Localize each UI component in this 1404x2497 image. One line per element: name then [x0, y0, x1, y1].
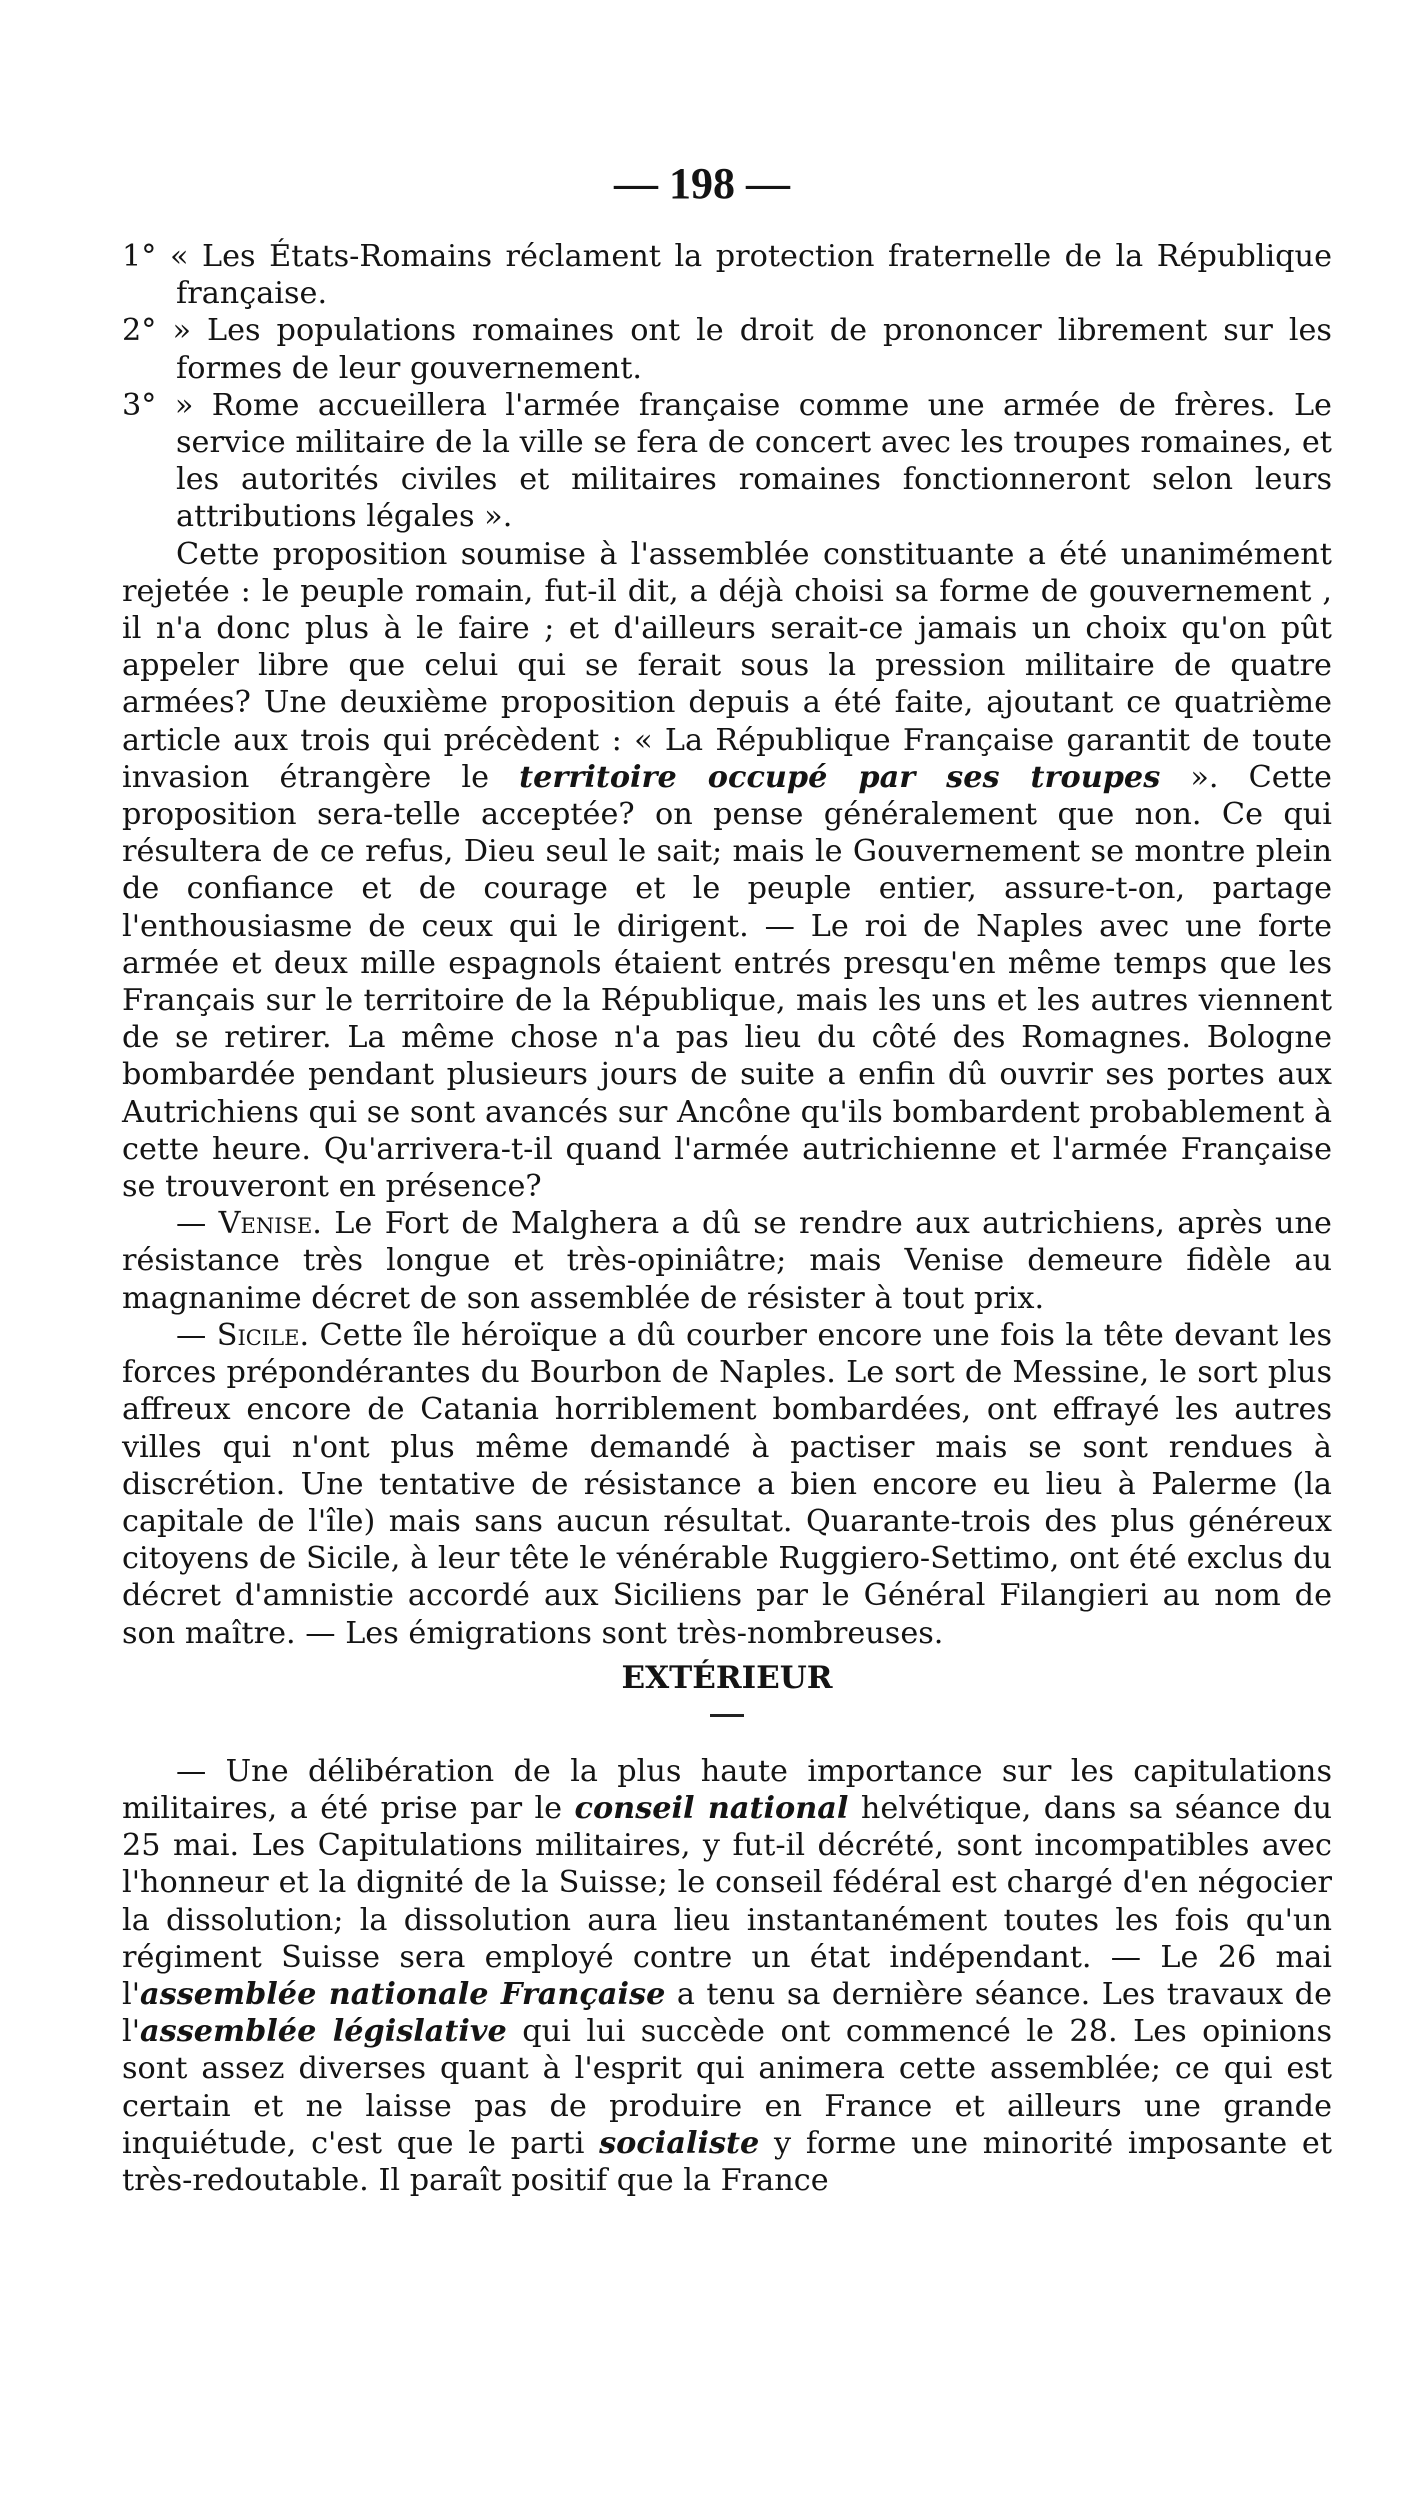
- text-run: Cette proposition soumise à l'assemblée constituante a été unanimément rejetée : le peuple romain, fut-il dit, a déjà choisi sa forme de gouvernement , il n'a donc plus à le faire ; et d'ailleurs serait-ce jamais un choix qu'on pût appeler libre que celui qui se ferait sous la pression militaire de quatre armées? Une deuxième proposition depuis a été faite, ajoutant ce quatrième article aux trois qui précèdent : « La République Française garantit de toute invasion étrangère le: [122, 536, 1332, 795]
- item-marker: 3°: [122, 387, 157, 423]
- paragraph-sicile: [122, 1317, 1332, 1652]
- page-number: — 198 —: [614, 159, 790, 208]
- body-text: [122, 238, 1332, 2199]
- numbered-item-1: [122, 238, 1332, 312]
- italic-run: territoire occupé par ses troupes: [519, 759, 1161, 795]
- heading-rule: [710, 1714, 744, 1717]
- section-heading: EXTÉRIEUR: [621, 1659, 833, 1696]
- numbered-item-2: [122, 312, 1332, 386]
- item-text: » Les populations romaines ont le droit de prononcer librement sur les formes de leur gouvernement.: [172, 313, 1332, 386]
- text-run: —: [176, 1206, 219, 1242]
- text-run: ». Cette proposition sera-telle acceptée? on pense généralement que non. Ce qui résultera de ce refus, Dieu seul le sait; mais le Gouvernement se montre plein de confiance et de courage et le peuple entier, assure-t-on, partage l'enthousiasme de ceux qui le dirigent. — Le roi de Naples avec une forte armée et deux mille espagnols étaient entrés presqu'en même temps que les Français sur le territoire de la République, mais les uns et les autres viennent de se retirer. La même chose n'a pas lieu du côté des Romagnes. Bologne bombardée pendant plusieurs jours de suite a enfin dû ouvrir ses portes aux Autrichiens qui se sont avancés sur Ancône qu'ils bombardent probablement à cette heure. Qu'arrivera-t-il quand l'armée autrichienne et l'armée Française se trouveront en présence?: [122, 759, 1333, 1205]
- text-run: —: [176, 1317, 217, 1353]
- item-marker: 2°: [122, 313, 157, 349]
- text-run: y forme une minorité imposante et très-redoutable. Il paraît positif que la France: [122, 2125, 1332, 2198]
- paragraph-exterieur: [122, 1753, 1332, 2199]
- text-run: qui lui succède ont commencé le 28. Les opinions sont assez diverses quant à l'esprit qui animera cette assemblée; ce qui est certain et ne laisse pas de produire en France et ailleurs une grande inquiétude, c'est que le parti: [122, 2014, 1332, 2161]
- item-text: « Les États-Romains réclament la protection fraternelle de la République française.: [169, 239, 1332, 312]
- item-text: » Rome accueillera l'armée française comme une armée de frères. Le service militaire de la ville se fera de concert avec les troupes romaines, et les autorités civiles et militaires romaines fonctionneront selon leurs attributions légales ».: [174, 387, 1332, 535]
- italic-run: conseil national: [574, 1790, 849, 1826]
- text-run: a tenu sa dernière séance. Les travaux de l': [122, 1976, 1332, 2050]
- text-run: — Une délibération de la plus haute importance sur les capitulations militaires, a été prise par le: [122, 1753, 1332, 1826]
- section-label-sicile: Sicile: [216, 1317, 300, 1353]
- italic-run: assemblée législative: [140, 2014, 507, 2050]
- italic-run: assemblée nationale Française: [140, 1976, 666, 2012]
- italic-run: socialiste: [599, 2125, 760, 2161]
- text-run: helvétique, dans sa séance du 25 mai. Les Capitulations militaires, y fut-il décrété, sont incompatibles avec l'honneur et la dignité de la Suisse; le conseil fédéral est chargé d'en négocier la dissolution; la dissolution aura lieu instantanément toutes les fois qu'un régiment Suisse sera employé contre un état indépendant. — Le 26 mai l': [122, 1790, 1332, 2012]
- text-run: . Cette île héroïque a dû courber encore une fois la tête devant les forces prépondérantes du Bourbon de Naples. Le sort de Messine, le sort plus affreux encore de Catania horriblement bombardées, ont effrayé les autres villes qui n'ont plus même demandé à pactiser mais se sont rendues à discrétion. Une tentative de résistance a bien encore eu lieu à Palerme (la capitale de l'île) mais sans aucun résultat. Quarante-trois des plus généreux citoyens de Sicile, à leur tête le vénérable Ruggiero-Settimo, ont été exclus du décret d'amnistie accordé aux Siciliens par le Général Filangieri au nom de son maître. — Les émigrations sont très-nombreuses.: [122, 1317, 1332, 1651]
- section-label-venise: Venise: [218, 1206, 313, 1242]
- paragraph-venise: [122, 1205, 1332, 1317]
- paragraph-rome: [122, 536, 1332, 1206]
- item-marker: 1°: [122, 239, 157, 274]
- numbered-item-3: [122, 387, 1332, 536]
- text-run: . Le Fort de Malghera a dû se rendre aux autrichiens, après une résistance très longue et très-opiniâtre; mais Venise demeure fidèle au magnanime décret de son assemblée de résister à tout prix.: [122, 1206, 1332, 1316]
